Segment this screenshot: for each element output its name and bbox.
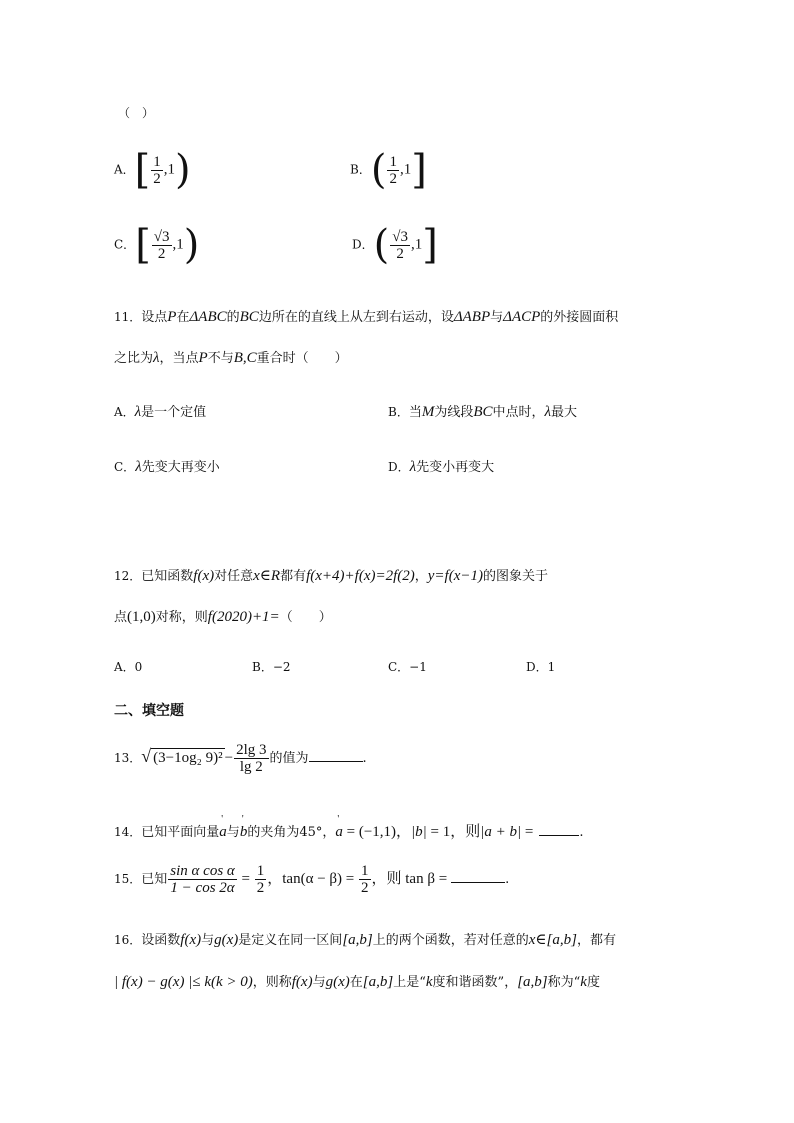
- option-tail: ,1: [410, 236, 423, 253]
- text: 上是“: [393, 975, 426, 990]
- math: (1,0): [127, 609, 156, 625]
- question-number: 12．: [114, 569, 142, 583]
- text: 设函数: [141, 933, 181, 948]
- option-label: C．: [114, 237, 136, 252]
- text: 当: [408, 405, 422, 420]
- math: λ: [135, 459, 142, 475]
- q12-option-d: D．1: [526, 660, 556, 674]
- text: 不与: [207, 351, 234, 366]
- bracket-open: (: [373, 222, 390, 268]
- math: x∈[a,b]: [528, 932, 577, 948]
- math: ΔACP: [503, 309, 541, 325]
- text: 在: [349, 975, 363, 990]
- q10-option-d: [352, 222, 438, 268]
- math: λ: [409, 459, 417, 475]
- numerator: 1: [153, 153, 161, 170]
- math: k: [425, 974, 433, 990]
- denominator: 2: [157, 245, 166, 262]
- numerator: 1: [389, 153, 397, 170]
- q12-stem-line1: [114, 565, 548, 585]
- text: 是一个定值: [141, 405, 207, 420]
- text: 与: [201, 933, 215, 948]
- numerator: 1: [256, 863, 265, 879]
- math: f(x): [291, 974, 313, 990]
- text: .: [505, 872, 510, 887]
- text: 与: [226, 825, 240, 840]
- text: ，都有: [576, 933, 616, 948]
- text: 之比为: [114, 351, 154, 366]
- q11-stem-line1: [114, 306, 618, 326]
- text: 对任意: [214, 569, 254, 584]
- math: |b|: [411, 824, 427, 840]
- q16-stem-line1: [114, 929, 616, 949]
- math: BC: [473, 404, 493, 420]
- bracket-close: ]: [411, 147, 427, 193]
- text: 度: [586, 975, 600, 990]
- section-heading: 二、填空题: [114, 703, 184, 719]
- bracket-close: ): [183, 222, 200, 268]
- denominator: 2: [361, 880, 369, 896]
- text: 的外接圆面积: [540, 310, 619, 325]
- q11-option-a: [114, 401, 206, 421]
- text: 上的两个函数，若对任意的: [372, 933, 529, 948]
- sqrt-body: (3−1og₂ 9)²: [153, 750, 223, 766]
- text: 为线段: [434, 405, 474, 420]
- sqrt-sign: √: [141, 746, 152, 766]
- q11-option-c: [114, 456, 220, 476]
- vector-a: ' a: [219, 824, 227, 841]
- question-number: 16．: [114, 933, 142, 947]
- numerator: 2lg 3: [236, 742, 267, 758]
- math: = (−1,1)，: [342, 824, 412, 840]
- text: 的图象关于: [482, 569, 548, 584]
- option-tail: ,1: [399, 161, 412, 178]
- option-label: D．: [352, 237, 374, 252]
- text: ，则称: [252, 975, 292, 990]
- bracket-open: (: [370, 147, 387, 193]
- bracket-close: ]: [422, 222, 438, 268]
- math: f(x+4)+f(x)=2f(2): [306, 568, 415, 584]
- math: =: [237, 871, 254, 887]
- text: .: [579, 825, 584, 840]
- math: ΔABP: [453, 309, 491, 325]
- answer-blank[interactable]: [539, 823, 579, 836]
- math: g(x): [325, 974, 350, 990]
- option-label: A．: [114, 162, 135, 177]
- text: 对称，则: [155, 610, 208, 625]
- q10-option-c: [114, 222, 200, 268]
- answer-blank[interactable]: [309, 749, 363, 762]
- q12-stem-line2: [114, 606, 332, 626]
- math: P: [167, 309, 177, 325]
- text: 中点时，: [492, 405, 545, 420]
- fraction: [151, 154, 163, 187]
- numerator: 1: [361, 863, 369, 879]
- q16-stem-line2: [114, 971, 600, 991]
- option-tail: ,1: [172, 236, 184, 253]
- denominator: 2: [396, 245, 404, 262]
- fraction: [234, 742, 268, 775]
- q14-stem: [114, 820, 583, 841]
- text: （ ）: [279, 610, 332, 625]
- numerator: √3: [392, 228, 408, 245]
- text: 已知平面向量: [141, 825, 220, 840]
- numerator: sin α cos α: [170, 863, 235, 879]
- math: M: [421, 404, 435, 420]
- option-label: B．: [388, 405, 409, 419]
- bracket-open: [: [134, 147, 151, 193]
- math: [a,b]: [342, 932, 373, 948]
- question-number: 14．: [114, 825, 142, 839]
- text: 边所在的直线上从左到右运动，设: [258, 310, 454, 325]
- text: 度和谐函数”，: [432, 975, 518, 990]
- question-number: 13．: [114, 751, 142, 765]
- math: y=f(x−1): [427, 568, 483, 584]
- denominator: 2: [153, 170, 161, 187]
- denominator: lg 2: [239, 759, 263, 775]
- fraction: [168, 863, 237, 896]
- text: 都有: [280, 569, 307, 584]
- text: 是定义在同一区间: [238, 933, 343, 948]
- math: λ: [153, 350, 160, 366]
- text: 最大: [551, 405, 578, 420]
- math: | f(x) − g(x) |≤ k(k > 0): [114, 974, 253, 990]
- text: 与: [490, 310, 504, 325]
- option-label: A．: [114, 405, 135, 419]
- text: 设点: [141, 310, 168, 325]
- math: B,C: [233, 350, 257, 366]
- q12-option-c: C．−1: [388, 660, 427, 674]
- text: 与: [312, 975, 326, 990]
- vector-a: ' a: [335, 824, 343, 841]
- bracket-close: ): [175, 147, 191, 193]
- option-tail: ,1: [163, 161, 176, 178]
- bracket-open: [: [135, 222, 151, 268]
- math: [a,b]: [362, 974, 394, 990]
- math: f(x): [193, 568, 215, 584]
- fraction: [359, 863, 371, 896]
- math: k: [580, 974, 587, 990]
- math: λ: [134, 404, 142, 420]
- denominator: 1 − cos 2α: [170, 880, 235, 896]
- fraction: [387, 154, 399, 187]
- math: |a + b|: [480, 824, 522, 840]
- text: 已知: [141, 872, 168, 887]
- text: 在: [176, 310, 190, 325]
- text: ，当点: [159, 351, 199, 366]
- q12-option-a: A．0: [114, 660, 143, 674]
- math: ΔABC: [189, 309, 227, 325]
- q10-option-b: [350, 147, 427, 193]
- text: ，: [414, 569, 428, 584]
- fraction: [152, 229, 172, 262]
- denominator: 2: [389, 170, 397, 187]
- math: f(x): [180, 932, 202, 948]
- math: =: [521, 824, 534, 840]
- q15-stem: [114, 863, 509, 896]
- math: x∈R: [253, 568, 281, 584]
- denominator: 2: [256, 880, 265, 896]
- q10-option-a: [114, 147, 191, 193]
- text: 已知函数: [141, 569, 194, 584]
- math: BC: [239, 309, 259, 325]
- question-number: 15．: [114, 872, 142, 886]
- q11-stem-line2: [114, 347, 348, 367]
- option-label: B．: [350, 162, 371, 177]
- numerator: √3: [153, 228, 170, 245]
- math: g(x): [214, 932, 239, 948]
- text: 的夹角为45°，: [247, 825, 336, 840]
- text: 的值为: [269, 751, 309, 766]
- math: ，则 tan β =: [371, 871, 448, 887]
- text: 先变大再变小: [141, 460, 220, 475]
- math: λ: [544, 404, 552, 420]
- math: −: [224, 750, 234, 766]
- fraction: [255, 863, 267, 896]
- math: f(2020)+1=: [207, 609, 280, 625]
- q11-option-d: [388, 456, 494, 476]
- text: 重合时（ ）: [256, 351, 348, 366]
- math: P: [198, 350, 208, 366]
- math: = 1，则: [426, 824, 481, 840]
- math: [a,b]: [517, 974, 548, 990]
- text: 的: [226, 310, 240, 325]
- q13-stem: [114, 742, 367, 775]
- text: 点: [114, 610, 128, 625]
- text: 称为“: [547, 975, 581, 990]
- math: ，tan(α − β) =: [267, 871, 358, 887]
- q11-option-b: [388, 401, 577, 421]
- question-number: 11．: [114, 310, 142, 324]
- option-label: D．: [388, 460, 410, 474]
- vector-b: ' b: [240, 824, 248, 841]
- text: 先变小再变大: [416, 460, 495, 475]
- answer-blank[interactable]: [451, 870, 505, 883]
- q12-option-b: B．−2: [252, 660, 291, 674]
- fraction: [390, 229, 410, 262]
- option-label: C．: [114, 460, 136, 474]
- text: .: [362, 751, 367, 766]
- answer-bracket: （ ）: [118, 106, 155, 120]
